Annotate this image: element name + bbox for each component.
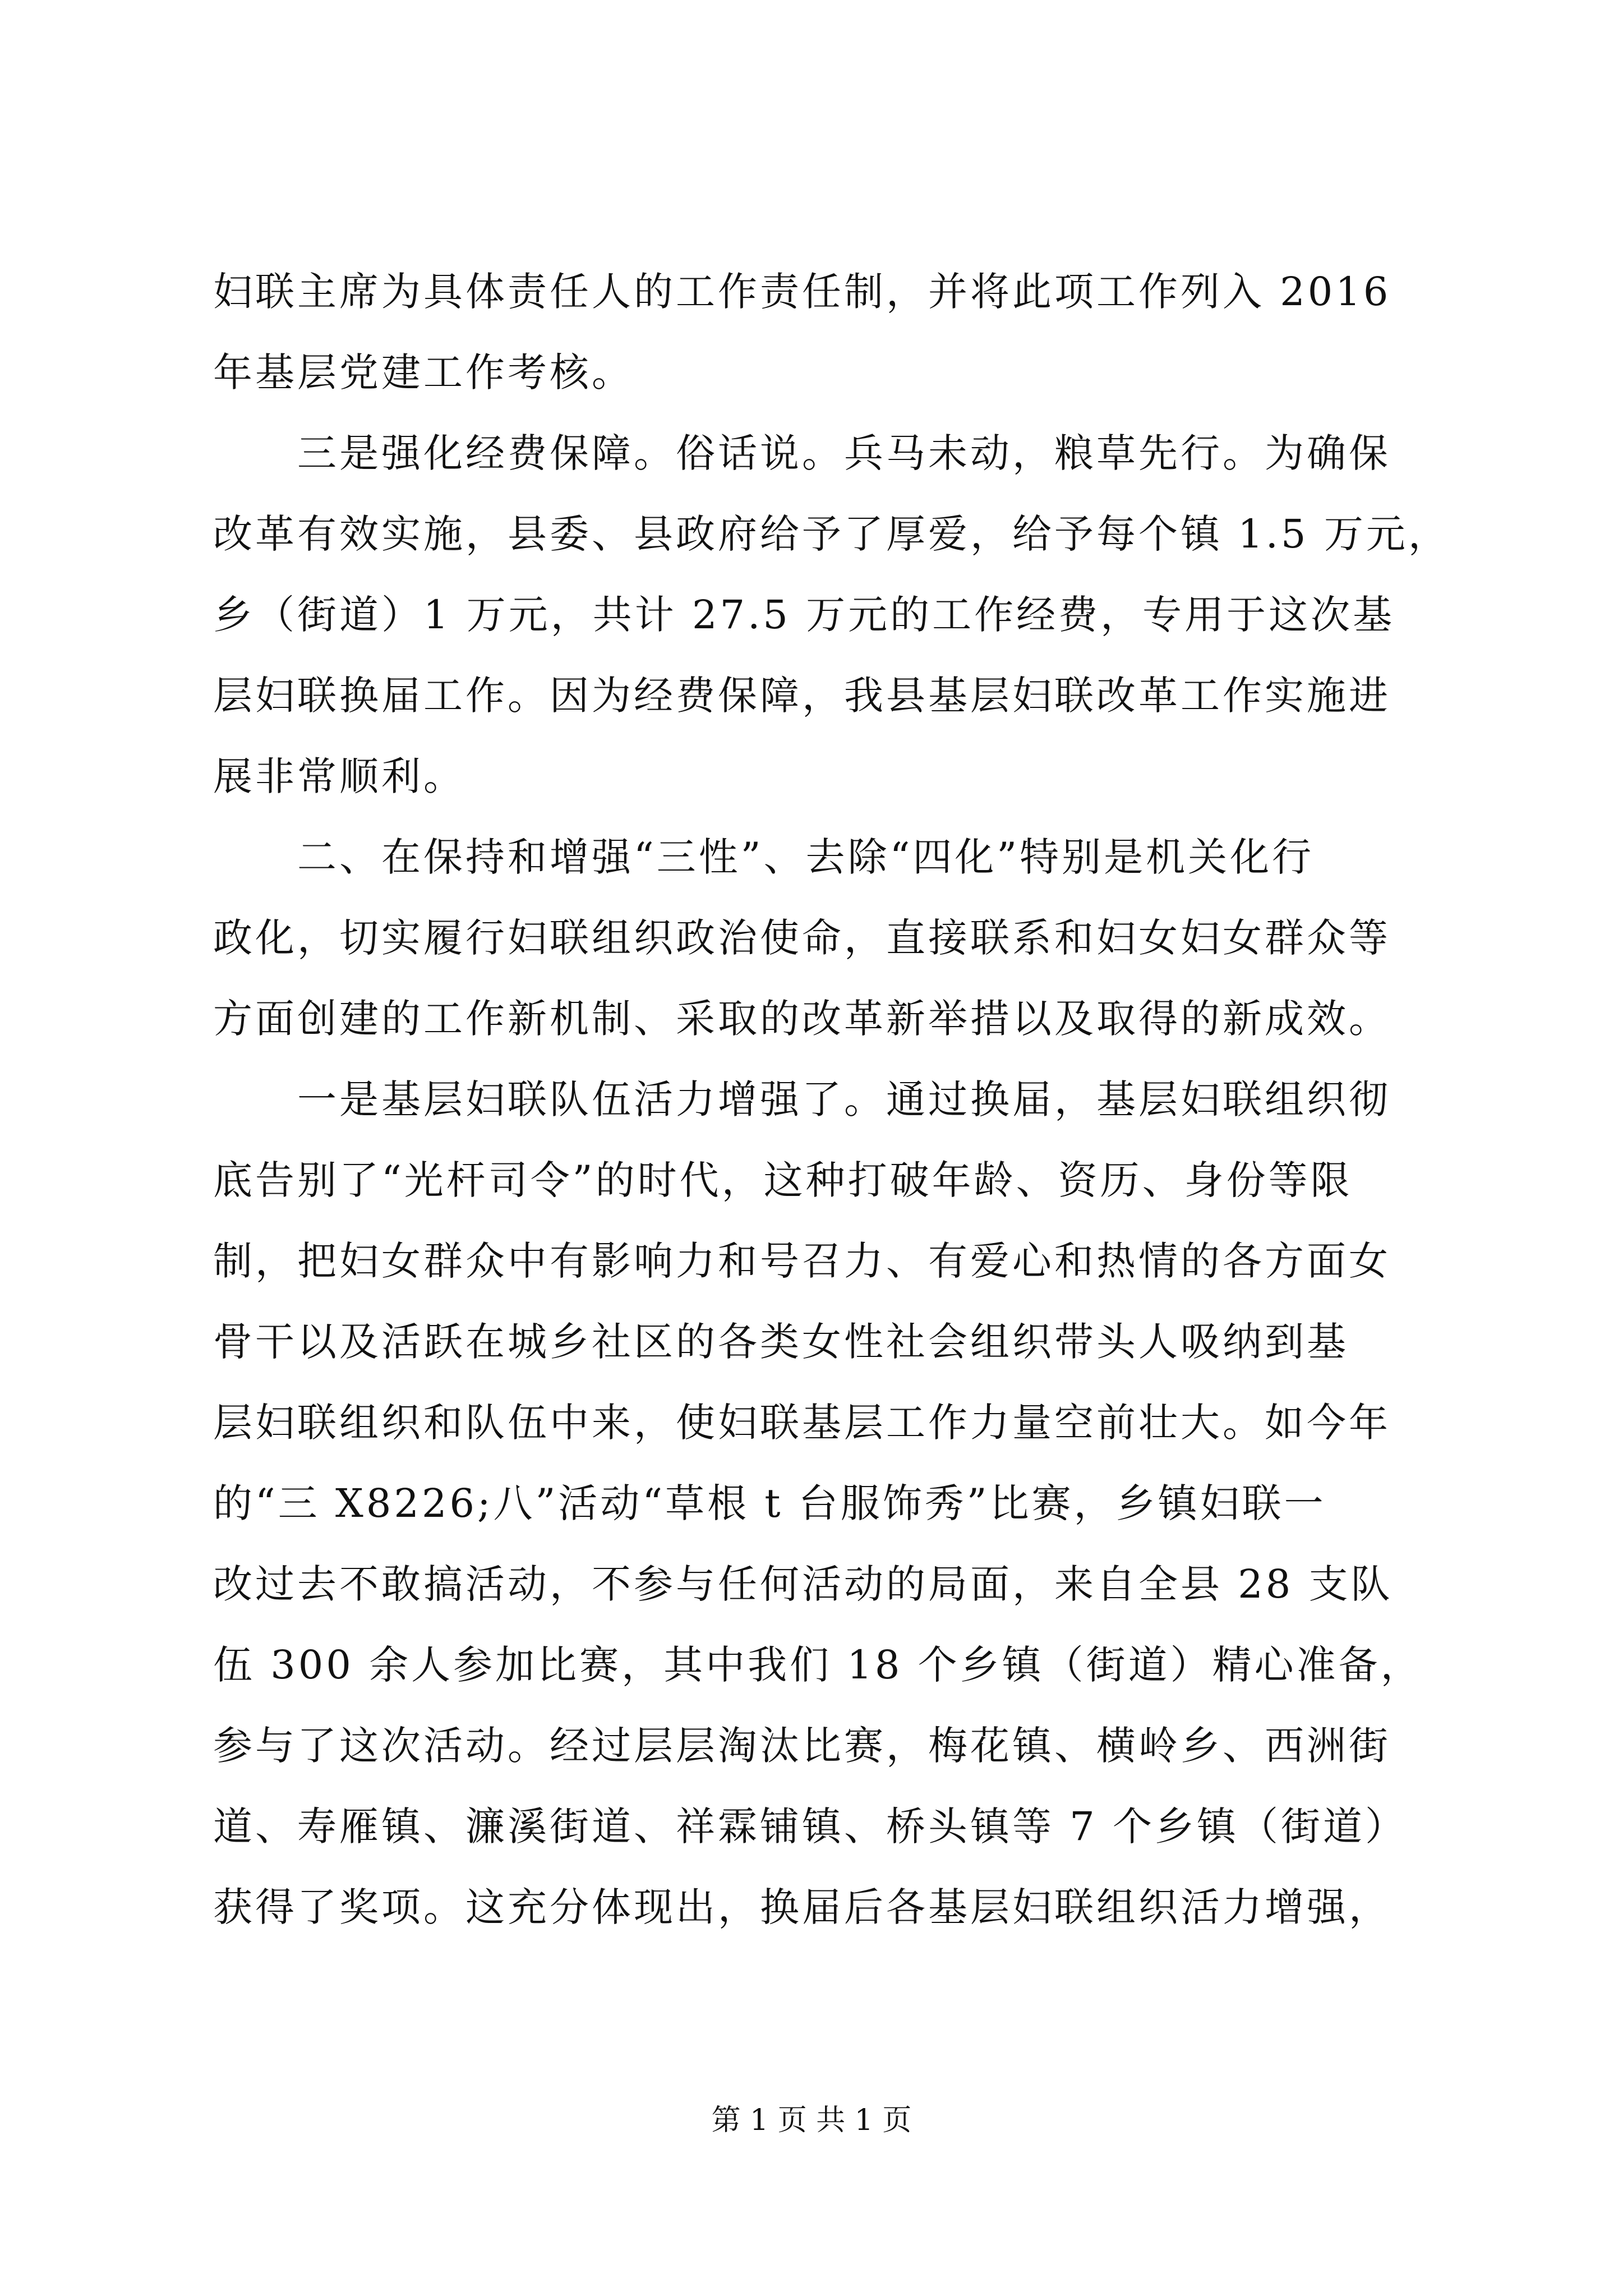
text-line: 层妇联组织和队伍中来，使妇联基层工作力量空前壮大。如今年: [213, 1400, 1391, 1446]
text-line: 乡（街道）1 万元，共计 27.5 万元的工作经费，专用于这次基: [213, 592, 1395, 638]
page-number: 第 1 页 共 1 页: [711, 2104, 912, 2137]
text-line: 获得了奖项。这充分体现出，换届后各基层妇联组织活力增强，: [213, 1884, 1391, 1930]
text-line: 底告别了“光杆司令”的时代，这种打破年龄、资历、身份等限: [213, 1157, 1353, 1203]
text-line: 改革有效实施，县委、县政府给予了厚爱，给予每个镇 1.5 万元，: [213, 511, 1450, 557]
text-line: 参与了这次活动。经过层层淘汰比赛，梅花镇、横岭乡、西洲街: [213, 1723, 1391, 1769]
text-line: 三是强化经费保障。俗话说。兵马未动，粮草先行。为确保: [213, 430, 1391, 476]
text-line: 制，把妇女群众中有影响力和号召力、有爱心和热情的各方面女: [213, 1238, 1391, 1284]
document-body: [213, 251, 1450, 1948]
page-footer: [0, 2098, 1623, 2143]
text-line: 政化，切实履行妇联组织政治使命，直接联系和妇女妇女群众等: [213, 915, 1391, 961]
text-line: 妇联主席为具体责任人的工作责任制，并将此项工作列入 2016: [213, 269, 1391, 315]
text-line: 道、寿雁镇、濂溪街道、祥霖铺镇、桥头镇等 7 个乡镇（街道）: [213, 1803, 1408, 1849]
text-line: 方面创建的工作新机制、采取的改革新举措以及取得的新成效。: [213, 996, 1391, 1042]
text-line: 的“三 X8226;八”活动“草根 t 台服饰秀”比赛，乡镇妇联一: [213, 1480, 1326, 1526]
text-line: 层妇联换届工作。因为经费保障，我县基层妇联改革工作实施进: [213, 673, 1391, 719]
text-line: 骨干以及活跃在城乡社区的各类女性社会组织带头人吸纳到基: [213, 1319, 1349, 1365]
text-line: 改过去不敢搞活动，不参与任何活动的局面，来自全县 28 支队: [213, 1561, 1393, 1607]
text-line: 年基层党建工作考核。: [213, 349, 634, 395]
text-line: 展非常顺利。: [213, 753, 465, 799]
text-line: 伍 300 余人参加比赛，其中我们 18 个乡镇（街道）精心准备，: [213, 1642, 1423, 1688]
text-line: 二、在保持和增强“三性”、去除“四化”特别是机关化行: [213, 834, 1315, 880]
text-line: 一是基层妇联队伍活力增强了。通过换届，基层妇联组织彻: [213, 1076, 1391, 1122]
